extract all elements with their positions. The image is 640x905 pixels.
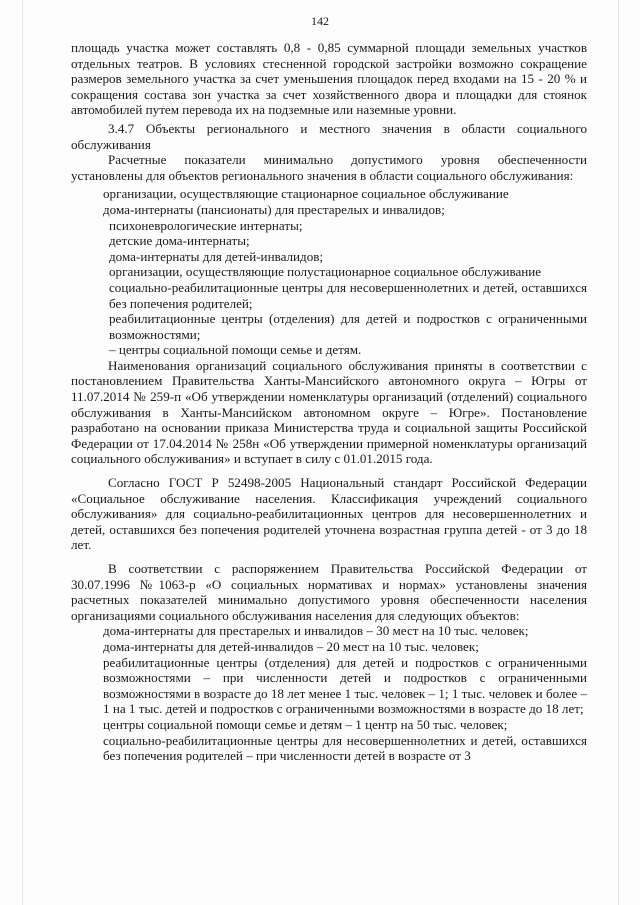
list-item: реабилитационные центры (отделения) для детей и подростков с ограниченными возможностями; (109, 311, 587, 342)
page-number: 142 (311, 14, 329, 28)
paragraph-continuation: площадь участка может составлять 0,8 - 0,85 суммарной площади земельных участков отдельных театров. В условиях стесненной городской застройки возможно сокращение размеров земельного участка за счет уменьшения площадок перед входами на 15 - 20 % и сокращения состава зон участка за счет хозяйственного двора и площадки для стоянок автомобилей путем перевода их на подземные или наземные уровни. (71, 40, 587, 118)
list-item: социально-реабилитационные центры для несовершеннолетних и детей, оставшихся без попечения родителей – при численности детей в возрасте от 3 (103, 732, 587, 764)
scan-edge-right (618, 0, 619, 905)
list-item: дома-интернаты для детей-инвалидов; (109, 248, 324, 264)
list-item: организации, осуществляющие стационарное социальное обслуживание (103, 186, 509, 202)
scan-edge-left (22, 0, 23, 905)
list-item: реабилитационные центры (отделения) для детей и подростков с ограниченными возможностями – при численности детей и подростков с ограниченными возможностями в возрасте до 18 лет менее 1 тыс. человек – 1; 1 тыс. человек и более – 1 на 1 тыс. детей и подростков с ограниченными возможностями в возрасте до 18 лет; (103, 654, 587, 717)
list-item: детские дома-интернаты; (109, 233, 250, 249)
list-item: дома-интернаты (пансионаты) для престарелых и инвалидов; (103, 201, 445, 217)
paragraph-regulation: В соответствии с распоряжением Правительства Российской Федерации от 30.07.1996 №1063-р «О социальных нормативах и нормах» установлены значения расчетных показателей минимально допустимого уровня обеспеченности населения организациями социального обслуживания населения для следующих объектов: (71, 561, 587, 623)
list-item: дома-интернаты для детей-инвалидов – 20 мест на 10 тыс. человек; (103, 638, 479, 654)
section-heading: 3.4.7 Объекты регионального и местного значения в области социального обслуживания (71, 120, 587, 152)
list-item: центры социальной помощи семье и детям – 1 центр на 50 тыс. человек; (103, 716, 508, 732)
list-item: организации, осуществляющие полустационарное социальное обслуживание (109, 264, 542, 280)
document-body (71, 40, 587, 764)
list-item: социально-реабилитационные центры для несовершеннолетних и детей, оставшихся без попечения родителей; (109, 279, 587, 311)
list-item: – центры социальной помощи семье и детям. (109, 342, 362, 358)
list-item: психоневрологические интернаты; (109, 217, 303, 233)
paragraph-intro: Расчетные показатели минимально допустимого уровня обеспеченности установлены для объектов регионального значения в области социального обслуживания: (71, 152, 587, 183)
paragraph-gost: Согласно ГОСТ Р 52498-2005 Национальный стандарт Российской Федерации «Социальное обслуживание населения. Классификация учреждений социального обслуживания» для социально-реабилитационных центров для несовершеннолетних и детей, оставшихся без попечения родителей уточнена возрастная группа детей - от 3 до 18 лет. (71, 475, 587, 553)
list-item: дома-интернаты для престарелых и инвалидов – 30 мест на 10 тыс. человек; (103, 623, 529, 639)
paragraph-naming: Наименования организаций социального обслуживания приняты в соответствии с постановлением Правительства Ханты-Мансийского автономного округа – Югры от 11.07.2014 № 259-п «Об утверждении номенклатуры организаций (отделений) социального обслуживания в Ханты-Мансийском автономном округе – Югре». Постановление разработано на основании приказа Министерства труда и социальной защиты Российской Федерации от 17.04.2014 № 258н «Об утверждении примерной номенклатуры организаций социального обслуживания» и вступает в силу с 01.01.2015 года. (71, 357, 587, 467)
